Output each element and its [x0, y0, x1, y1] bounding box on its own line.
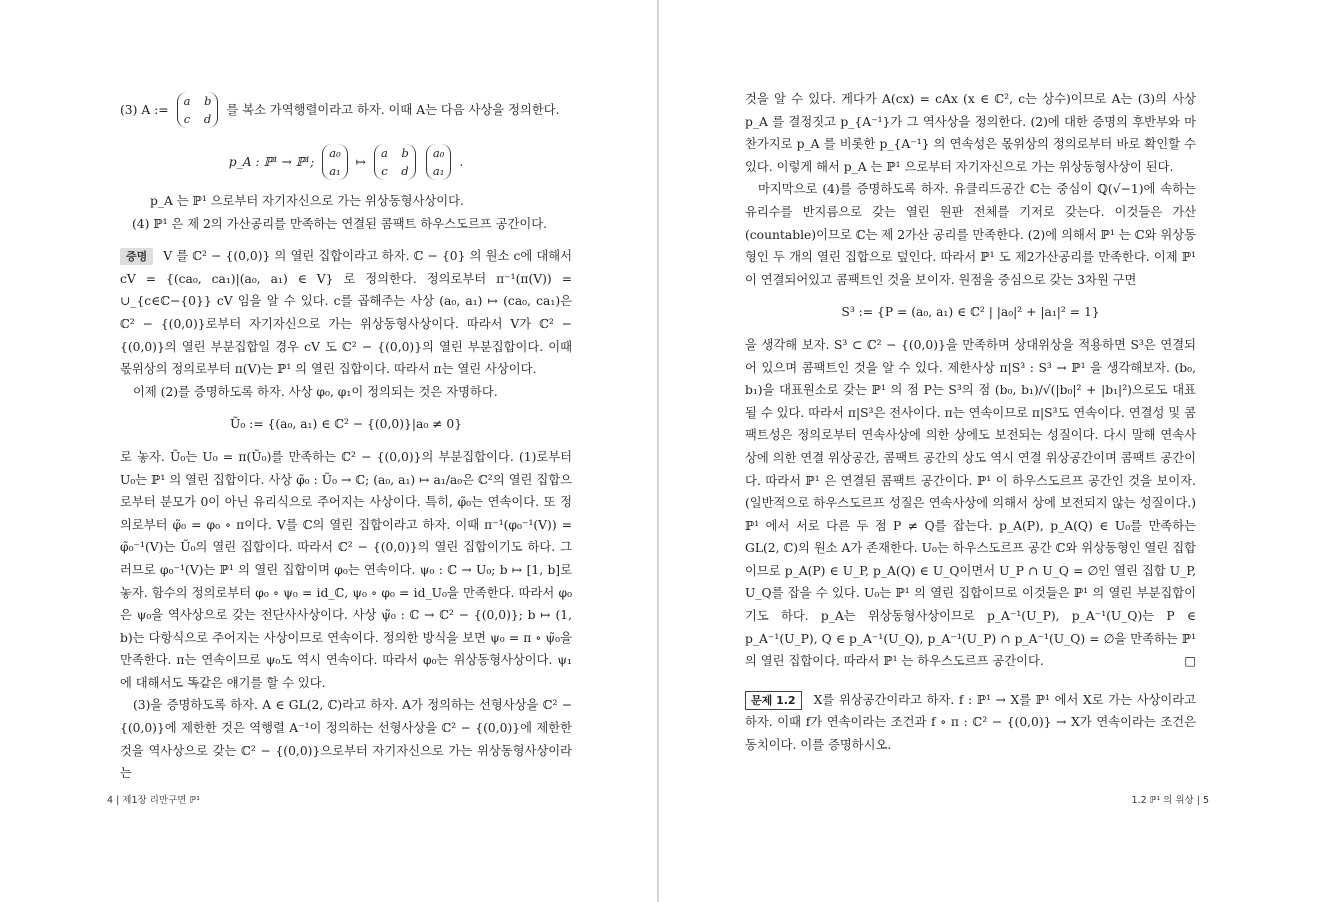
equation-s3: S³ := {P = (a₀, a₁) ∈ ℂ² | |a₀|² + |a₁|² = 1}	[841, 305, 1100, 320]
map-equation	[120, 138, 572, 186]
proof-paragraph-1: 증명 V 를 ℂ² − {(0,0)} 의 열린 집합이라고 하자. ℂ − {0} 의 원소 c에 대해서 cV = {(ca₀, ca₁)|(a₀, a₁) ∈ V} 로 정의한다. 정의로부터 π⁻¹(π(V)) = ∪_{c∈ℂ−{0}} cV 임을 알 수 있다. c를 곱해주는 사상 (a₀, a₁) ↦ (ca₀, ca₁)은 ℂ² − {(0,0)}로부터 자기자신으로 가는 위상동형사상이다. 따라서 V가 ℂ² − {(0,0)}의 열린 부분집합일 경우 cV 도 ℂ² − {(0,0)}의 열린 부분집합이다. 이때 몫위상의 정의로부터 π(V)는 ℙ¹ 의 열린 집합이다. 따라서 π는 열린 사상이다.	[120, 249, 572, 377]
item4-statement: (4) ℙ¹ 은 제 2의 가산공리를 만족하는 연결된 콤팩트 하우스도르프 공간이다.	[132, 216, 548, 231]
map-vector-out: a₀ a₁	[426, 144, 451, 180]
problem-text: X를 위상공간이라고 하자. f : ℙ¹ → X를 ℙ¹ 에서 X로 가는 사상이라고 하자. 이때 f가 연속이라는 조건과 f ∘ π : ℂ² − {(0,0)} → X가 연속이라는 조건은 동치이다. 이를 증명하시오.	[745, 692, 1196, 753]
map-vector-in: a₀ a₁	[322, 144, 347, 180]
spacer	[745, 673, 1196, 689]
qed-mark: □	[1184, 654, 1196, 669]
proof-continuation: 것을 알 수 있다. 게다가 A(cx) = cAx (x ∈ ℂ², c는 상수)이므로 A는 (3)의 사상 p_A 를 결정짓고 p_{A⁻¹}가 그 역사상을 정의한다. (2)에 대한 증명의 후반부와 마찬가지로 p_A 를 비롯한 p_{A⁻¹} 의 연속성은 몫위상의 정의로부터 바로 확인할 수 있다. 이렇게 해서 p_A 는 ℙ¹ 으로부터 자기자신으로 가는 위상동형사상이 된다.	[745, 92, 1196, 174]
left-text-column	[120, 88, 572, 785]
item3-matrix: a b c d	[177, 92, 219, 128]
map-matrix: a b c d	[374, 144, 416, 180]
problem-1-2	[745, 689, 1196, 757]
proof-label: 증명	[120, 248, 153, 265]
proof-paragraph-s3: 을 생각해 보자. S³ ⊂ ℂ² − {(0,0)}을 만족하며 상대위상을 적용하면 S³은 연결되어 있으며 콤팩트인 것을 알 수 있다. 제한사상 π|S³ : S³ → ℙ¹ 을 생각해보자. (b₀, b₁)을 대표원소로 갖는 ℙ¹ 의 점 P는 S³의 점 (b₀, b₁)/√(|b₀|² + |b₁|²)으로도 대표될 수 있다. 따라서 π|S³은 전사이다. π는 연속이므로 π|S³도 연속이다. 연결성 및 콤팩트성은 정의로부터 연속사상에 의한 상에도 보전되는 성질이다. 다시 말해 연속사상에 의한 연결 위상공간, 콤팩트 공간의 상도 역시 연결 위상공간이며 콤팩트 공간이다. 따라서 ℙ¹ 은 연결된 콤팩트 공간이다. ℙ¹ 이 하우스도르프 공간인 것을 보이자. (일반적으로 하우스도르프 성질은 연속사상에 의해서 상에 보전되지 않는 성질이다.) ℙ¹ 에서 서로 다른 두 점 P ≠ Q를 잡는다. p_A(P), p_A(Q) ∈ U₀를 만족하는 GL(2, ℂ)의 원소 A가 존재한다. U₀는 하우스도르프 공간 ℂ와 위상동형인 열린 집합이므로 p_A(P) ∈ U_P, p_A(Q) ∈ U_Q이면서 U_P ∩ U_Q = ∅인 열린 집합 U_P, U_Q를 잡을 수 있다. U₀는 ℙ¹ 의 열린 집합이므로 이것들은 ℙ¹ 의 열린 부분집합이기도 하다. p_A는 위상동형사상이므로 p_A⁻¹(U_P), p_A⁻¹(U_Q)는 P ∈ p_A⁻¹(U_P), Q ∈ p_A⁻¹(U_Q), p_A⁻¹(U_P) ∩ p_A⁻¹(U_Q) = ∅을 만족하는 ℙ¹ 의 열린 집합이다. 따라서 ℙ¹ 는 하우스도르프 공간이다. □	[745, 334, 1196, 673]
right-text-column	[745, 88, 1196, 757]
right-page-footer: 1.2 ℙ¹ 의 위상 | 5	[1131, 795, 1209, 806]
map-arrow: ↦	[355, 154, 366, 169]
item3-suffix: 를 복소 가역행렬이라고 하자. 이때 A는 다음 사상을 정의한다.	[226, 102, 560, 117]
item3-line	[120, 88, 572, 132]
proof-paragraph-4: (3)을 증명하도록 하자. A ∈ GL(2, ℂ)라고 하자. A가 정의하는 선형사상을 ℂ² − {(0,0)}에 제한한 것은 역행렬 A⁻¹이 정의하는 선형사상을 ℂ² − {(0,0)}에 제한한 것을 역사상으로 갖는 ℂ² − {(0,0)}으로부터 자기자신으로 가는 위상동형사상이라는	[120, 698, 572, 781]
map-end: .	[459, 154, 464, 169]
item3-note: p_A 는 ℙ¹ 으로부터 자기자신으로 가는 위상동형사상이다.	[150, 194, 464, 208]
left-page	[0, 0, 657, 902]
equation-u0: Ũ₀ := {(a₀, a₁) ∈ ℂ² − {(0,0)}|a₀ ≠ 0}	[229, 417, 463, 432]
proof-paragraph-2: 이제 (2)를 증명하도록 하자. 사상 φ₀, φ₁이 정의되는 것은 자명하다.	[133, 384, 498, 399]
spacer	[120, 235, 572, 245]
proof-paragraph-item4: 마지막으로 (4)를 증명하도록 하자. 유클리드공간 ℂ는 중심이 ℚ(√−1)에 속하는 유리수를 반지름으로 갖는 열린 원판 전체를 기저로 갖는다. 이것들은 가산(countable)이므로 ℂ는 제 2가산 공리를 만족한다. (2)에 의해서 ℙ¹ 는 ℂ와 위상동형인 두 개의 열린 집합으로 덮인다. 따라서 ℙ¹ 도 제2가산공리를 만족한다. 이제 ℙ¹ 이 연결되어있고 콤팩트인 것을 보이자. 원점을 중심으로 갖는 3차원 구면	[745, 182, 1196, 287]
problem-label: 문제 1.2	[745, 691, 802, 710]
left-page-footer: 4 | 제1장 리만구면 ℙ¹	[107, 795, 200, 806]
map-lhs: p_A : ℙ¹ → ℙ¹;	[228, 154, 315, 169]
right-page	[659, 0, 1317, 902]
proof-paragraph-3: 로 놓자. Ũ₀는 U₀ = π(Ũ₀)를 만족하는 ℂ² − {(0,0)}의 부분집합이다. (1)로부터 U₀는 ℙ¹ 의 열린 집합이다. 사상 φ̃₀ : Ũ₀ → ℂ; (a₀, a₁) ↦ a₁/a₀은 ℂ²의 열린 집합으로부터 분모가 0이 아닌 유리식으로 주어지는 사상이다. 특히, φ̃₀는 연속이다. 또 정의로부터 φ̃₀ = φ₀ ∘ π이다. V를 ℂ의 열린 집합이라고 하자. 이때 π⁻¹(φ₀⁻¹(V)) = φ̃₀⁻¹(V)는 Ũ₀의 열린 집합이다. 따라서 ℂ² − {(0,0)}의 열린 집합이기도 하다. 그러므로 φ₀⁻¹(V)는 ℙ¹ 의 열린 집합이며 φ₀는 연속이다. ψ₀ : ℂ → U₀; b ↦ [1, b]로 놓자. 함수의 정의로부터 φ₀ ∘ ψ₀ = id_ℂ, ψ₀ ∘ φ₀ = id_U₀을 만족한다. 따라서 φ₀은 ψ₀을 역사상으로 갖는 전단사사상이다. 사상 ψ̃₀ : ℂ → ℂ² − {(0,0)}; b ↦ (1, b)는 다항식으로 주어지는 사상이므로 연속이다. 정의한 방식을 보면 ψ₀ = π ∘ ψ̃₀을 만족한다. π는 연속이므로 ψ₀도 역시 연속이다. 따라서 φ₀는 위상동형사상이다. ψ₁에 대해서도 똑같은 얘기를 할 수 있다.	[120, 449, 572, 690]
item3-prefix: (3) A :=	[120, 102, 169, 117]
